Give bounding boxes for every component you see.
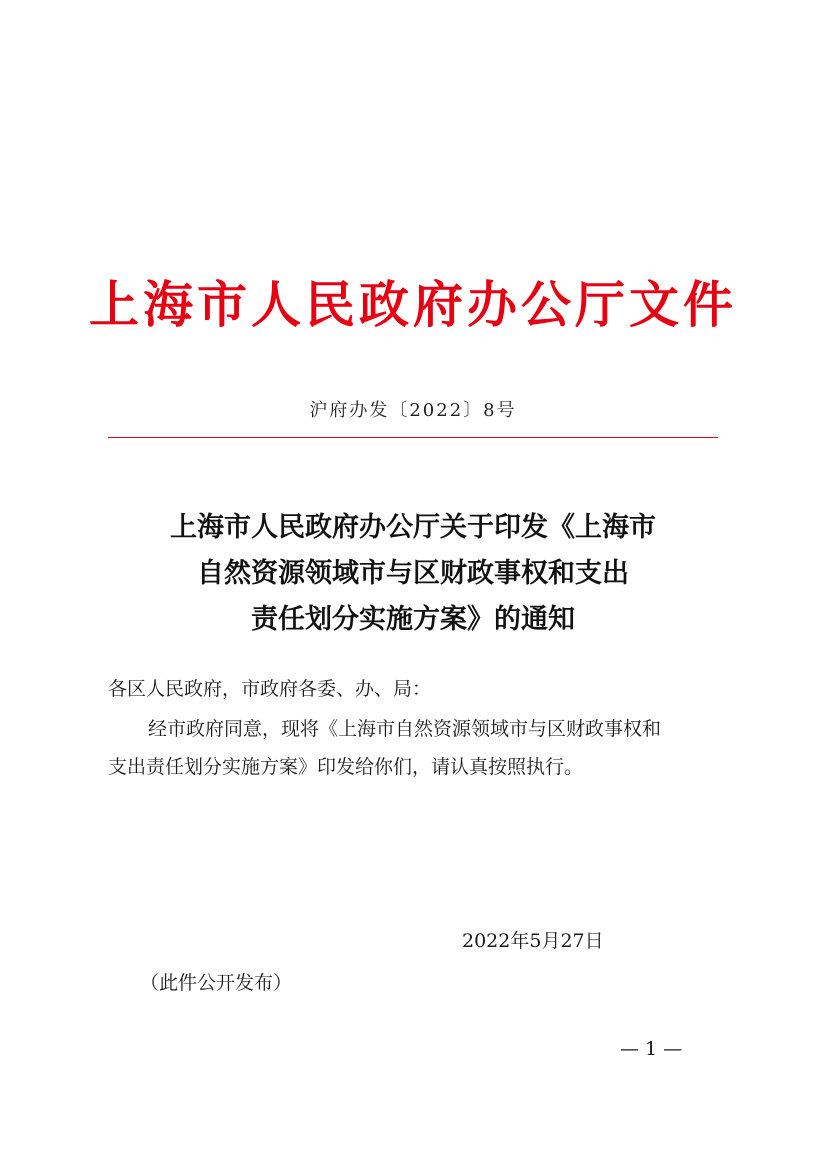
body-paragraph-line-2: 支出责任划分实施方案》印发给你们，请认真按照执行。: [108, 756, 584, 778]
body-paragraph-line-1: 经市政府同意，现将《上海市自然资源领域市与区财政事权和: [148, 718, 662, 740]
notice-title-line-3: 责任划分实施方案》的通知: [251, 604, 575, 635]
notice-title-line-2: 自然资源领域市与区财政事权和支出: [197, 558, 629, 589]
page-number: — 1 —: [620, 1038, 683, 1060]
document-number: 沪府办发〔2022〕8号: [309, 400, 517, 421]
notice-title: [0, 505, 826, 643]
salutation: 各区人民政府，市政府各委、办、局：: [108, 678, 432, 700]
issue-date: 2022年5月27日: [462, 930, 604, 952]
public-release-note: （此件公开发布）: [140, 972, 293, 994]
red-separator-line: [108, 437, 718, 438]
body-paragraph: [108, 710, 720, 786]
notice-title-line-1: 上海市人民政府办公厅关于印发《上海市: [170, 512, 656, 543]
document-header-title: 上海市人民政府办公厅文件: [89, 275, 737, 334]
